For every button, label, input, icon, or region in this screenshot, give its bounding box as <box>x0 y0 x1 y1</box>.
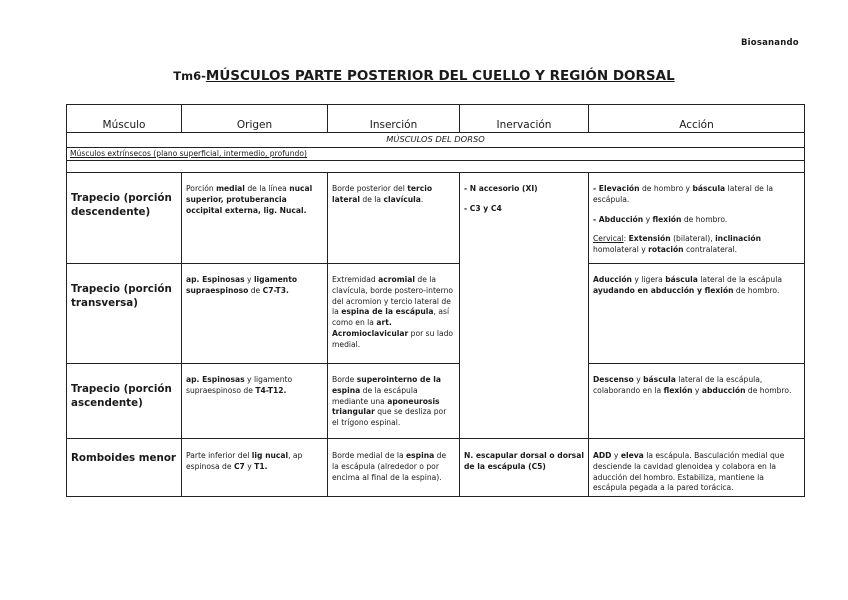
section-row <box>67 133 805 148</box>
origen-cell: Parte inferior del lig nucal, ap espinosa de C7 y T1. <box>182 439 328 497</box>
accion-cell: Aducción y ligera báscula lateral de la escápula ayudando en abducción y flexión de hombro. <box>589 264 805 364</box>
table-row <box>67 364 805 439</box>
header-accion: Acción <box>589 105 805 133</box>
insercion-cell: Borde posterior del tercio lateral de la clavícula. <box>328 173 460 264</box>
muscle-name: Trapecio (porción descendente) <box>67 173 182 264</box>
header-inervacion: Inervación <box>460 105 589 133</box>
muscle-table <box>66 104 805 497</box>
insercion-cell: Borde medial de la espina de la escápula (alrededor o por encima al final de la espina). <box>328 439 460 497</box>
title-main: MÚSCULOS PARTE POSTERIOR DEL CUELLO Y REGIÓN DORSAL <box>205 68 675 84</box>
brand-label: Biosanando <box>741 38 799 48</box>
muscle-name: Trapecio (porción transversa) <box>67 264 182 364</box>
header-row <box>67 105 805 133</box>
table-row <box>67 439 805 497</box>
origen-cell: ap. Espinosas y ligamento supraespinoso de C7-T3. <box>182 264 328 364</box>
accion-cell: Descenso y báscula lateral de la escápula, colaborando en la flexión y abducción de hombro. <box>589 364 805 439</box>
accion-cell: - Elevación de hombro y báscula lateral de la escápula. - Abducción y flexión de hombro. Cervical: Extensión (bilateral), inclinación homolateral y rotación contralateral. <box>589 173 805 264</box>
table-row <box>67 173 805 264</box>
spacer-row <box>67 161 805 173</box>
page-title <box>0 68 848 84</box>
origen-cell: ap. Espinosas y ligamento supraespinoso de T4-T12. <box>182 364 328 439</box>
muscle-name: Trapecio (porción ascendente) <box>67 364 182 439</box>
header-musculo: Músculo <box>67 105 182 133</box>
inervacion-cell: - N accesorio (XI) - C3 y C4 <box>460 173 589 439</box>
section-label: MÚSCULOS DEL DORSO <box>67 133 805 148</box>
group-cell <box>67 148 805 161</box>
muscle-name: Romboides menor <box>67 439 182 497</box>
insercion-cell: Borde superointerno de la espina de la escápula mediante una aponeurosis triangular que se desliza por el trígono espinal. <box>328 364 460 439</box>
accion-cell: ADD y eleva la escápula. Basculación medial que desciende la cavidad glenoidea y colabora en la aducción del hombro. Estabiliza, mantiene la escápula pegada a la pared torácica. <box>589 439 805 497</box>
origen-cell: Porción medial de la línea nucal superior, protuberancia occipital externa, lig. Nucal. <box>182 173 328 264</box>
inervacion-cell: N. escapular dorsal o dorsal de la escápula (C5) <box>460 439 589 497</box>
insercion-cell: Extremidad acromial de la clavícula, borde postero-interno del acromion y tercio lateral de la espina de la escápula, así como en la art. Acromioclavicular por su lado medial. <box>328 264 460 364</box>
header-insercion: Inserción <box>328 105 460 133</box>
group-row <box>67 148 805 161</box>
group-label: Músculos extrínsecos (plano superficial, intermedio, profundo) <box>70 149 307 158</box>
spacer-cell <box>67 161 805 173</box>
table-row <box>67 264 805 364</box>
title-code: Tm6- <box>173 69 206 83</box>
header-origen: Origen <box>182 105 328 133</box>
